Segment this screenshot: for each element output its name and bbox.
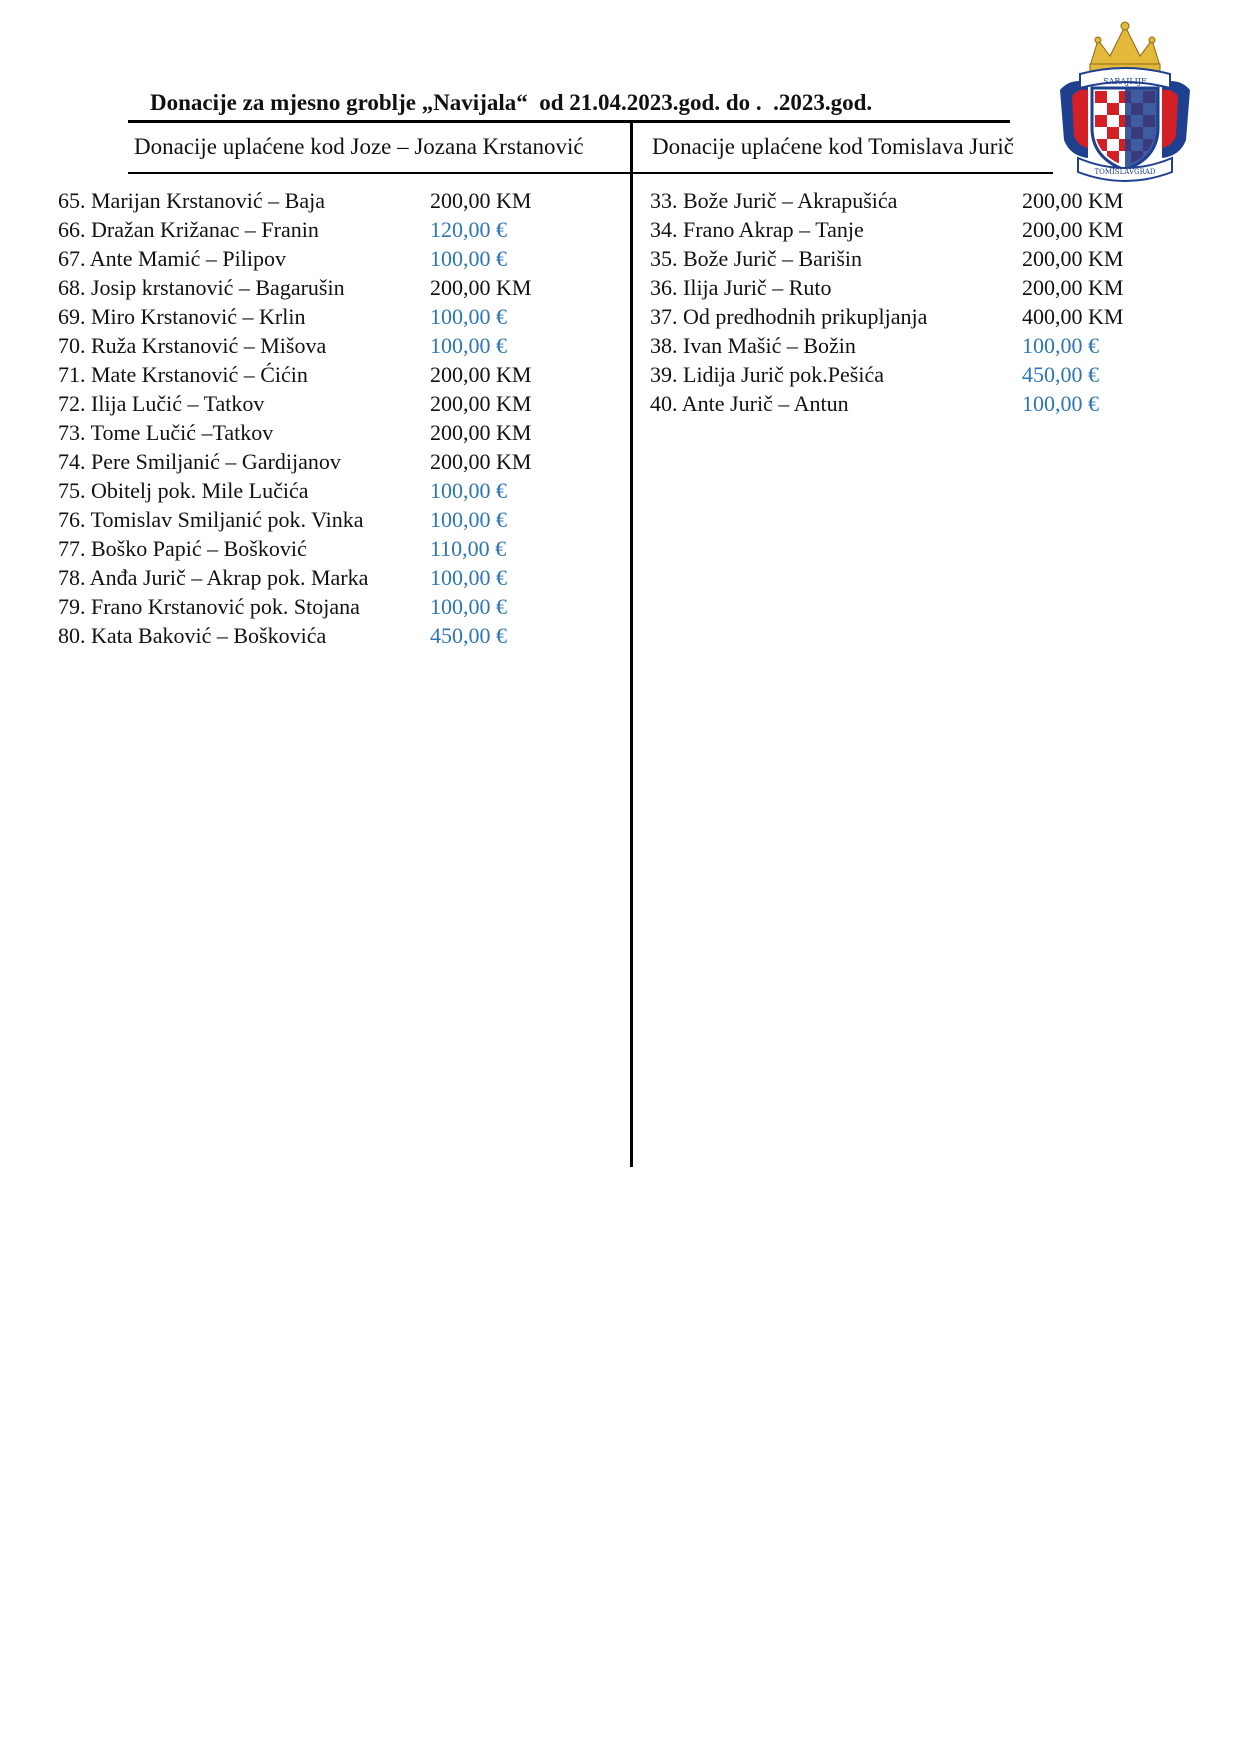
donor-name: 65. Marijan Krstanović – Baja xyxy=(58,188,325,213)
donation-row xyxy=(650,186,1150,215)
donor-name: 79. Frano Krstanović pok. Stojana xyxy=(58,594,360,619)
donor-name: 34. Frano Akrap – Tanje xyxy=(650,217,864,242)
donation-amount: 200,00 KM xyxy=(430,449,532,474)
donation-row xyxy=(58,592,618,621)
donation-row xyxy=(650,244,1150,273)
right-column-header: Donacije uplaćene kod Tomislava Jurič xyxy=(652,134,1015,159)
donation-amount: 200,00 KM xyxy=(430,391,532,416)
donation-amount: 450,00 € xyxy=(430,623,507,648)
left-column-header: Donacije uplaćene kod Joze – Jozana Krstanović xyxy=(134,134,584,159)
donation-amount: 100,00 € xyxy=(430,333,507,358)
donation-row xyxy=(58,331,618,360)
left-donation-list xyxy=(58,186,618,650)
donation-row xyxy=(650,331,1150,360)
donation-row xyxy=(58,389,618,418)
donation-row xyxy=(58,476,618,505)
crown-icon xyxy=(1090,22,1160,72)
donation-amount: 400,00 KM xyxy=(1022,304,1124,329)
donation-row xyxy=(650,302,1150,331)
donation-row xyxy=(58,563,618,592)
donation-row xyxy=(58,302,618,331)
donor-name: 36. Ilija Jurič – Ruto xyxy=(650,275,832,300)
donor-name: 72. Ilija Lučić – Tatkov xyxy=(58,391,265,416)
donation-amount: 450,00 € xyxy=(1022,362,1099,387)
column-divider xyxy=(630,122,633,1167)
donor-name: 73. Tome Lučić –Tatkov xyxy=(58,420,274,445)
donor-name: 78. Anđa Jurič – Akrap pok. Marka xyxy=(58,565,369,590)
donation-row xyxy=(58,215,618,244)
donor-name: 66. Dražan Križanac – Franin xyxy=(58,217,319,242)
donor-name: 40. Ante Jurič – Antun xyxy=(650,391,849,416)
shield-icon xyxy=(1092,88,1158,170)
top-banner xyxy=(1080,68,1170,88)
logo-top-text: SARAJLIJE xyxy=(1103,77,1147,86)
page-title: Donacije za mjesno groblje „Navijala“ od 21.04.2023.god. do . .2023.god. xyxy=(150,90,873,115)
donor-name: 75. Obitelj pok. Mile Lučića xyxy=(58,478,309,503)
donation-row xyxy=(58,534,618,563)
donation-amount: 200,00 KM xyxy=(1022,275,1124,300)
donation-row xyxy=(58,505,618,534)
donation-amount: 200,00 KM xyxy=(430,188,532,213)
donation-amount: 200,00 KM xyxy=(1022,188,1124,213)
donation-amount: 200,00 KM xyxy=(430,362,532,387)
donation-amount: 100,00 € xyxy=(430,246,507,271)
left-header-rule xyxy=(128,172,630,174)
donation-amount: 120,00 € xyxy=(430,217,507,242)
donor-name: 80. Kata Baković – Boškovića xyxy=(58,623,327,648)
donation-row xyxy=(58,186,618,215)
donation-row xyxy=(58,621,618,650)
donation-amount: 100,00 € xyxy=(1022,333,1099,358)
donation-row xyxy=(58,418,618,447)
donor-name: 35. Bože Jurič – Barišin xyxy=(650,246,863,271)
donor-name: 37. Od predhodnih prikupljanja xyxy=(650,304,928,329)
donation-amount: 100,00 € xyxy=(1022,391,1099,416)
right-donation-list xyxy=(650,186,1150,418)
donor-name: 68. Josip krstanović – Bagarušin xyxy=(58,275,345,300)
donation-row xyxy=(58,244,618,273)
logo-bottom-text: TOMISLAVGRAD xyxy=(1094,168,1156,176)
donation-amount: 200,00 KM xyxy=(1022,217,1124,242)
donation-row xyxy=(58,447,618,476)
donation-row xyxy=(58,360,618,389)
right-header-rule xyxy=(633,172,1053,174)
donation-amount: 100,00 € xyxy=(430,565,507,590)
donation-amount: 100,00 € xyxy=(430,594,507,619)
donation-row xyxy=(650,360,1150,389)
donation-row xyxy=(58,273,618,302)
donation-amount: 100,00 € xyxy=(430,478,507,503)
donor-name: 38. Ivan Mašić – Božin xyxy=(650,333,856,358)
donation-amount: 200,00 KM xyxy=(430,420,532,445)
donor-name: 76. Tomislav Smiljanić pok. Vinka xyxy=(58,507,364,532)
donor-name: 71. Mate Krstanović – Ćićin xyxy=(58,362,308,387)
title-rule xyxy=(128,120,1010,123)
donor-name: 33. Bože Jurič – Akrapušića xyxy=(650,188,898,213)
coat-of-arms-logo xyxy=(1050,18,1200,188)
donation-amount: 100,00 € xyxy=(430,507,507,532)
donation-amount: 200,00 KM xyxy=(1022,246,1124,271)
donation-amount: 110,00 € xyxy=(430,536,507,561)
donor-name: 67. Ante Mamić – Pilipov xyxy=(58,246,286,271)
donation-amount: 200,00 KM xyxy=(430,275,532,300)
donor-name: 74. Pere Smiljanić – Gardijanov xyxy=(58,449,341,474)
donor-name: 39. Lidija Jurič pok.Pešića xyxy=(650,362,885,387)
donor-name: 70. Ruža Krstanović – Mišova xyxy=(58,333,327,358)
donation-row xyxy=(650,273,1150,302)
donation-row xyxy=(650,389,1150,418)
donor-name: 77. Boško Papić – Bošković xyxy=(58,536,307,561)
donation-row xyxy=(650,215,1150,244)
donor-name: 69. Miro Krstanović – Krlin xyxy=(58,304,306,329)
donation-amount: 100,00 € xyxy=(430,304,507,329)
